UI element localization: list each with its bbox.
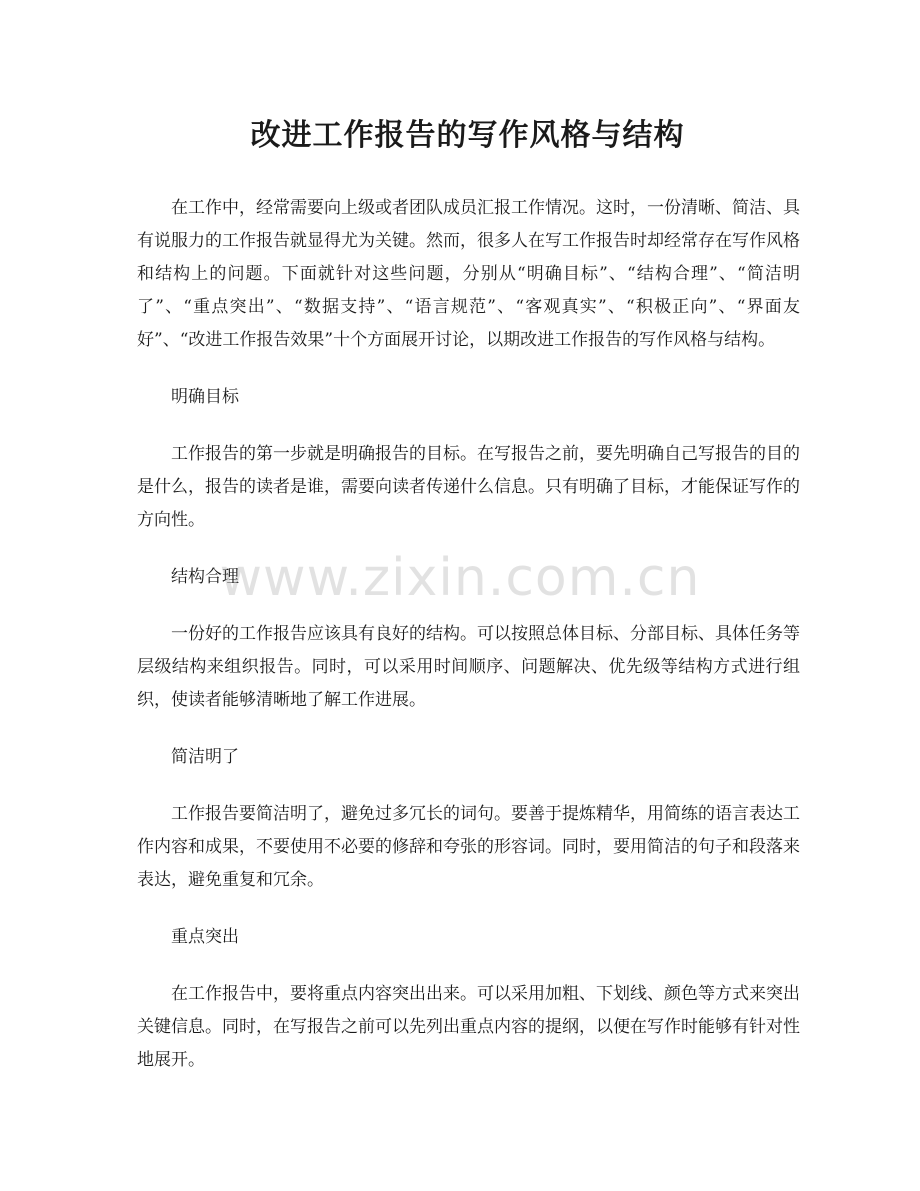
section-heading-highlight: 重点突出	[171, 927, 239, 947]
watermark: www.zixin.com.cn	[219, 548, 701, 608]
section-paragraph-structure: 一份好的工作报告应该具有良好的结构。可以按照总体目标、分部目标、具体任务等层级结构来组织报告。同时，可以采用时间顺序、问题解决、优先级等结构方式进行组织，使读者能够清晰地了解工作进展。	[137, 624, 800, 710]
intro-paragraph: 在工作中，经常需要向上级或者团队成员汇报工作情况。这时，一份清晰、简洁、具有说服力的工作报告就显得尤为关键。然而，很多人在写工作报告时却经常存在写作风格和结构上的问题。下面就针对这些问题，分别从“明确目标”、“结构合理”、“简洁明了”、“重点突出”、“数据支持”、“语言规范”、“客观真实”、“积极正向”、“界面友好”、“改进工作报告效果”十个方面展开讨论，以期改进工作报告的写作风格与结构。	[137, 198, 800, 350]
section-heading-structure: 结构合理	[171, 567, 239, 587]
section-heading-clear-goals: 明确目标	[171, 387, 239, 407]
section-paragraph-highlight: 在工作报告中，要将重点内容突出出来。可以采用加粗、下划线、颜色等方式来突出关键信息。同时，在写报告之前可以先列出重点内容的提纲，以便在写作时能够有针对性地展开。	[137, 984, 800, 1070]
section-heading-concise: 简洁明了	[171, 747, 239, 767]
section-paragraph-clear-goals: 工作报告的第一步就是明确报告的目标。在写报告之前，要先明确自己写报告的目的是什么，报告的读者是谁，需要向读者传递什么信息。只有明确了目标，才能保证写作的方向性。	[137, 444, 800, 530]
section-paragraph-concise: 工作报告要简洁明了，避免过多冗长的词句。要善于提炼精华，用简练的语言表达工作内容和成果，不要使用不必要的修辞和夸张的形容词。同时，要用简洁的句子和段落来表达，避免重复和冗余。	[137, 804, 800, 890]
document-title: 改进工作报告的写作风格与结构	[250, 118, 685, 153]
